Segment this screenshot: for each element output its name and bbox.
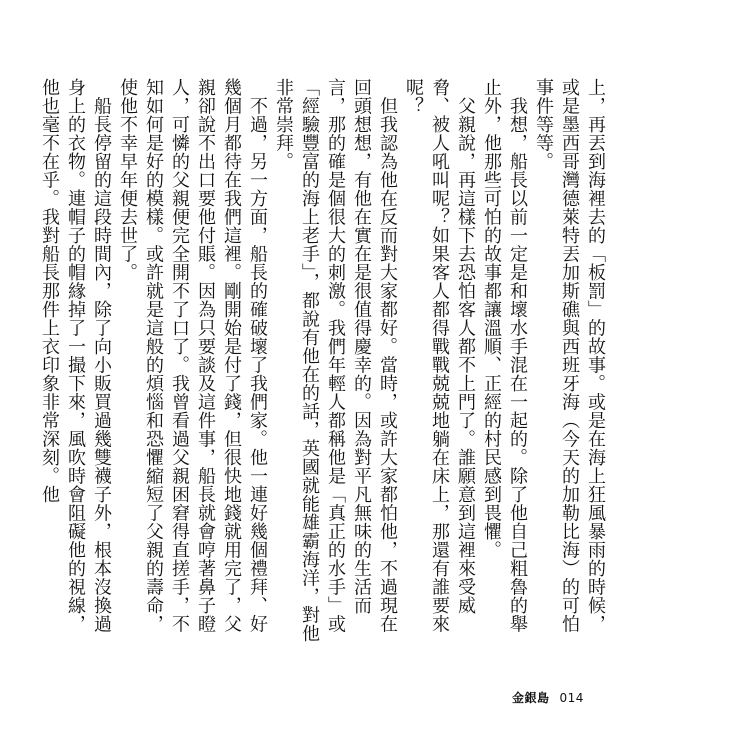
paragraph-6: 船長停留的這段時間內，除了向小販買過幾雙襪子外，根本沒換過身上的衣物。連帽子的帽緣掉了一撮下來，風吹時會阻礙他的視線，他也毫不在乎。我對船長那件上衣印象非常深刻。他 xyxy=(39,78,112,633)
paragraph-4: 但我認為他在反而對大家都好。當時，或許大家都怕他，不過現在回頭想想，有他在實在是很值得慶幸的。因為對平凡無味的生活而言，那的確是個很大的刺激。我們年輕人都稱他是「真正的水手」或「經驗豐富的海上老手」，都說有他在的話，英國就能雄霸海洋，對他非常崇拜。 xyxy=(273,78,398,643)
page-footer xyxy=(512,689,584,706)
paragraph-3: 父親說，再這樣下去恐怕客人都不上門了。誰願意到這裡來受威脅、被人吼叫呢？如果客人都得戰戰兢兢地躺在床上，那還有誰要來呢？ xyxy=(403,78,476,633)
vertical-text-body xyxy=(39,78,608,643)
paragraph-5: 不過，另一方面，船長的確破壞了我們家。他一連好幾個禮拜、好幾個月都待在我們這裡。剛開始是付了錢，但很快地錢就用完了，父親卻說不出口要他付賬。因為只要談及這件事，船長就會哼著鼻子瞪人，可憐的父親便完全開不了口了。我曾看過父親困窘得直搓手，不知如何是好的模樣。或許就是這般的煩惱和恐懼縮短了父親的壽命，使他不幸早年便去世了。 xyxy=(117,78,268,633)
paragraph-1: 上，再丟到海裡去的「板罰」的故事。或是在海上狂風暴雨的時候，或是墨西哥灣德萊特丟加斯礁與西班牙海（今天的加勒比海）的可怕事件等等。 xyxy=(533,78,606,633)
page-number: 014 xyxy=(559,690,584,705)
book-title: 金銀島 xyxy=(512,691,550,705)
paragraph-2: 我想，船長以前一定是和壞水手混在一起的。除了他自己粗魯的舉止外，他那些可怕的故事都讓溫順、正經的村民感到畏懼。 xyxy=(481,78,528,633)
